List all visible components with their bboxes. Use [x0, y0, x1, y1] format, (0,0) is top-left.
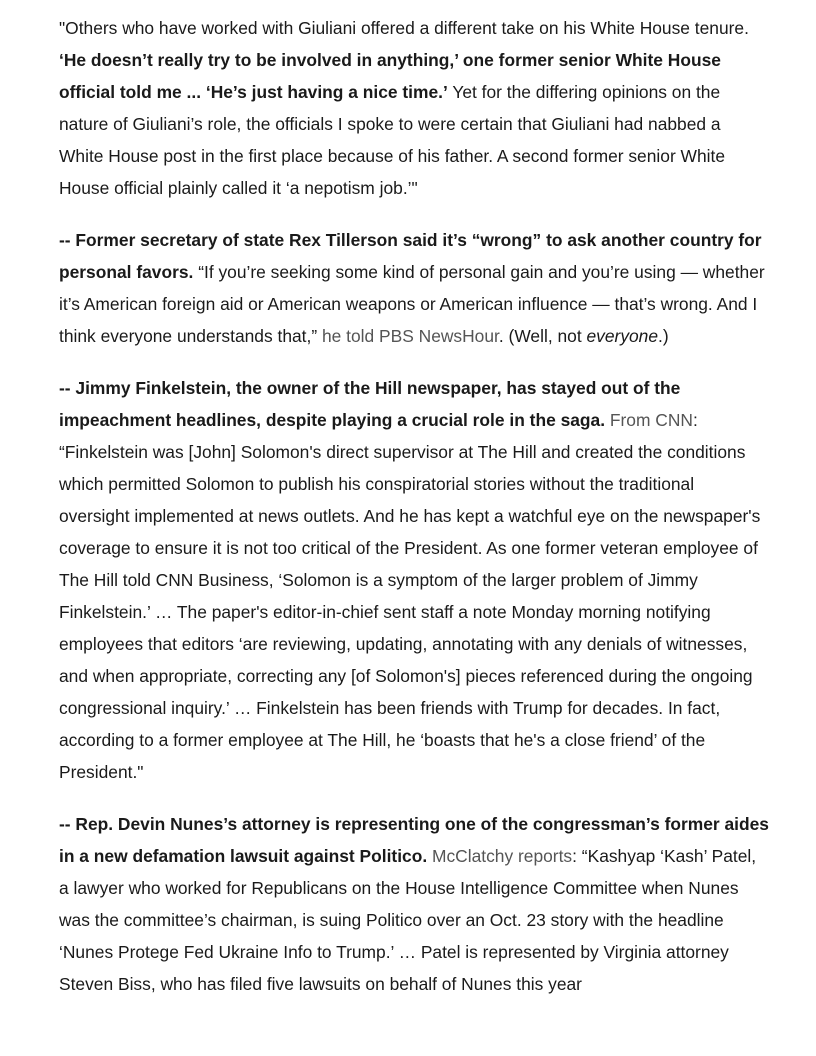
mcclatchy-link[interactable]: McClatchy reports	[427, 846, 573, 866]
paragraph-text: : “Kashyap ‘Kash’ Patel, a lawyer who worked for Republicans on the House Intelligence Committee when Nunes was the committee’s chairman, is suing Politico over an Oct. 23 story with the headline ‘Nunes Protege Fed Ukraine Info to Trump.’ … Patel is represented by Virginia attorney Steven Biss, who has filed five lawsuits on behalf of Nunes this year	[59, 846, 757, 994]
paragraph-text: : “Finkelstein was [John] Solomon's direct supervisor at The Hill and created the conditions which permitted Solomon to publish his conspiratorial stories without the traditional oversight implemented at news outlets. And he has kept a watchful eye on the newspaper's coverage to ensure it is not too critical of the President. As one former veteran employee of The Hill told CNN Business, ‘Solomon is a symptom of the larger problem of Jimmy Finkelstein.’ … The paper's editor-in-chief sent staff a note Monday morning notifying employees that editors ‘are reviewing, updating, annotating with any denials of witnesses, and when appropriate, correcting any [of Solomon's] pieces referenced during the ongoing congressional inquiry.’ … Finkelstein has been friends with Trump for decades. In fact, according to a former employee at The Hill, he ‘boasts that he's a close friend’ of the President."	[59, 410, 761, 782]
italic-text: everyone	[586, 326, 659, 346]
paragraph-text: Yet for the differing opinions on the nature of Giuliani’s role, the officials I spoke to were certain that Giuliani had nabbed a White House post in the first place because of his father. A second former senior White House official plainly called it ‘a nepotism job.’"	[59, 82, 726, 198]
paragraph-finkelstein	[59, 372, 769, 788]
article-body	[59, 12, 769, 1020]
bold-quote: ‘He doesn’t really try to be involved in anything,’ one former senior White House official told me ... ‘He’s just having a nice time.’	[59, 50, 721, 102]
bold-headline: -- Jimmy Finkelstein, the owner of the Hill newspaper, has stayed out of the impeachment headlines, despite playing a crucial role in the saga.	[59, 378, 681, 430]
paragraph-nunes	[59, 808, 769, 1000]
paragraph-text: “If you’re seeking some kind of personal gain and you’re using — whether it’s American foreign aid or American weapons or American influence — that’s wrong. And I think everyone understands that,”	[59, 262, 765, 346]
cnn-link[interactable]: From CNN	[605, 410, 693, 430]
paragraph-tillerson	[59, 224, 769, 352]
pbs-newshour-link[interactable]: he told PBS NewsHour	[321, 326, 499, 346]
bold-headline: -- Former secretary of state Rex Tillerson said it’s “wrong” to ask another country for personal favors.	[59, 230, 762, 282]
bold-headline: -- Rep. Devin Nunes’s attorney is representing one of the congressman’s former aides in a new defamation lawsuit against Politico.	[59, 814, 769, 866]
paragraph-text: . (Well, not	[498, 326, 587, 346]
paragraph-giuliani	[59, 12, 769, 204]
paragraph-text: "Others who have worked with Giuliani offered a different take on his White House tenure.	[59, 18, 749, 38]
paragraph-text: .)	[658, 326, 669, 346]
